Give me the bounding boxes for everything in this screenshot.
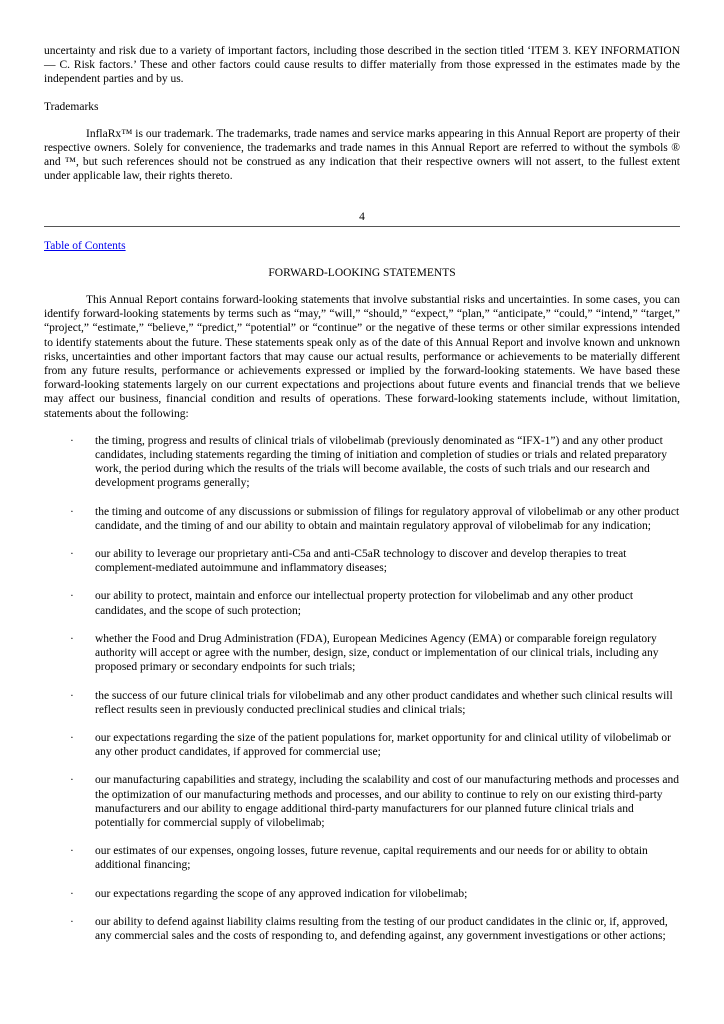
continuation-paragraph: uncertainty and risk due to a variety of important factors, including those described in the section titled ‘ITEM 3. KEY INFORMATION — C. Risk factors.’ These and other factors could cause results to differ materially from those expressed in the estimates made by the independent parties and by us. [44, 45, 680, 86]
forward-looking-bullet-list [44, 434, 680, 943]
bullet-icon: · [70, 434, 74, 447]
bullet-icon: · [70, 774, 74, 787]
list-item [44, 773, 680, 830]
bullet-icon: · [70, 505, 74, 518]
page-divider [44, 226, 680, 227]
list-item-text: our ability to protect, maintain and enforce our intellectual property protection for vilobelimab and any other product candidates, and the scope of such protection; [95, 590, 634, 617]
bullet-icon: · [70, 548, 74, 561]
list-item [44, 547, 680, 575]
bullet-icon: · [70, 915, 74, 928]
bullet-icon: · [70, 731, 74, 744]
list-item-text: the success of our future clinical trials for vilobelimab and any other product candidates and whether such clinical results will reflect results seen in previously conducted preclinical studies and clinical trials; [95, 689, 673, 716]
bullet-icon: · [70, 845, 74, 858]
table-of-contents-link[interactable]: Table of Contents [44, 239, 126, 252]
trademarks-paragraph: InflaRx™ is our trademark. The trademarks, trade names and service marks appearing in this Annual Report are property of their respective owners. Solely for convenience, the trademarks and trade names in this Annual Report are referred to without the symbols ® and ™, but such references should not be construed as any indication that their respective owners will not assert, to the fullest extent under applicable law, their rights thereto. [44, 127, 680, 183]
list-item-text: the timing, progress and results of clinical trials of vilobelimab (previously denominated as “IFX-1”) and any other product candidates, including statements regarding the timing of initiation and completion of studies or trials and related preparatory work, the period during which the results of the trials will become available, the costs of such trials and our research and development programs generally; [95, 434, 667, 490]
list-item-text: our expectations regarding the scope of any approved indication for vilobelimab; [95, 887, 468, 900]
list-item [44, 689, 680, 717]
list-item [44, 632, 680, 675]
list-item [44, 915, 680, 943]
list-item-text: our manufacturing capabilities and strategy, including the scalability and cost of our manufacturing methods and processes and the optimization of our manufacturing methods and processes, and our ability to continue to rely on our existing third-party manufacturers and our ability to engage additional third-party manufacturers for our planned future clinical trials and potentially for commercial supply of vilobelimab; [95, 774, 679, 829]
page-number: 4 [359, 210, 365, 223]
list-item-text: our estimates of our expenses, ongoing losses, future revenue, capital requirements and our needs for or ability to obtain additional financing; [95, 845, 648, 872]
list-item-text: the timing and outcome of any discussions or submission of filings for regulatory approval of vilobelimab or any other product candidate, and the timing of and our ability to obtain and maintain regulatory approval of vilobelimab for any indication; [95, 505, 680, 532]
list-item-text: whether the Food and Drug Administration (FDA), European Medicines Agency (EMA) or comparable foreign regulatory authority will accept or agree with the number, design, size, conduct or implementation of our clinical trials, including any proposed primary or secondary endpoints for such trials; [95, 632, 659, 674]
list-item [44, 731, 680, 759]
list-item [44, 589, 680, 617]
bullet-icon: · [70, 689, 74, 702]
forward-looking-intro: This Annual Report contains forward-looking statements that involve substantial risks and uncertainties. In some cases, you can identify forward-looking statements by terms such as “may,” “will,” “should,” “expect,” “plan,” “anticipate,” “could,” “intend,” “target,” “project,” “estimate,” “believe,” “predict,” “potential” or “continue” or the negative of these terms or other similar expressions intended to identify statements about the future. These statements speak only as of the date of this Annual Report and involve known and unknown risks, uncertainties and other important factors that may cause our actual results, performance or achievements to be materially different from any future results, performance or achievements expressed or implied by the forward-looking statements. We have based these forward-looking statements largely on our current expectations and projections about future events and financial trends that we believe may affect our business, financial condition and results of operations. These forward-looking statements include, without limitation, statements about the following: [44, 294, 680, 420]
list-item [44, 844, 680, 872]
document-page [44, 44, 680, 957]
bullet-icon: · [70, 632, 74, 645]
list-item-text: our ability to defend against liability claims resulting from the testing of our product candidates in the clinic or, if, approved, any commercial sales and the costs of responding to, and defending against, any government investigations or other actions; [95, 915, 668, 942]
bullet-icon: · [70, 887, 74, 900]
bullet-icon: · [70, 590, 74, 603]
list-item [44, 887, 680, 901]
list-item [44, 505, 680, 533]
section-title: FORWARD-LOOKING STATEMENTS [268, 266, 456, 279]
list-item [44, 434, 680, 491]
list-item-text: our ability to leverage our proprietary anti-C5a and anti-C5aR technology to discover and develop therapies to treat complement-mediated autoimmune and inflammatory diseases; [95, 548, 627, 575]
trademarks-heading: Trademarks [44, 100, 99, 113]
list-item-text: our expectations regarding the size of the patient populations for, market opportunity for and clinical utility of vilobelimab or any other product candidates, if approved for commercial use; [95, 731, 671, 759]
